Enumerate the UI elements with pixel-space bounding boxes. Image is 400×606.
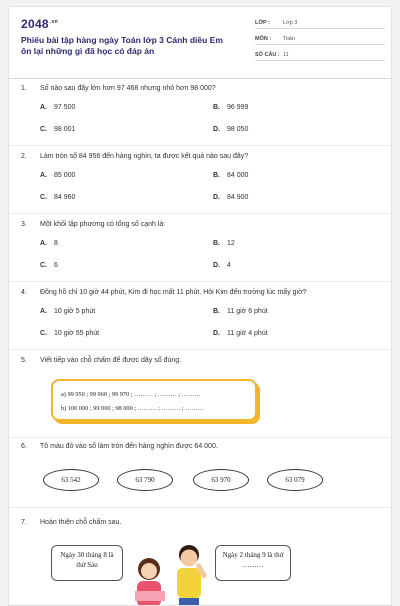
q1-option-d[interactable]: D. 98 050 [213,126,249,133]
q1-option-a[interactable]: A. 97 500 [40,104,76,111]
worksheet-header [9,7,392,79]
meta-subject: MÔN : Toán [255,33,385,45]
speech-bubble-left: Ngày 30 tháng 8 là thứ Sáu [51,545,123,581]
q2-option-b[interactable]: B. 84 000 [213,172,249,179]
cloud-option[interactable]: 63 079 [267,469,323,491]
divider [9,281,392,282]
q4-option-a[interactable]: A. 10 giờ 5 phút [40,308,96,315]
speech-bubble-right: Ngày 2 tháng 9 là thứ ……… [215,545,291,581]
q3-option-b[interactable]: B. 12 [213,240,235,247]
q1-option-c[interactable]: C. 98 001 [40,126,76,133]
divider [9,349,392,350]
worksheet-title: Phiếu bài tập hàng ngày Toán lớp 3 Cánh diều Em ôn lại những gì đã học có đáp án [21,35,223,56]
divider [9,507,392,508]
meta-question-count: SỐ CÂU : 11 [255,49,385,61]
q3-option-a[interactable]: A. 8 [40,240,58,247]
divider [9,437,392,438]
q1-option-b[interactable]: B. 96 999 [213,104,249,111]
q2-option-c[interactable]: C. 84 960 [40,194,76,201]
divider [9,213,392,214]
q2-option-d[interactable]: D. 84 900 [213,194,249,201]
sequence-box [51,379,257,421]
cloud-option[interactable]: 63 542 [43,469,99,491]
q2-option-a[interactable]: A. 85 000 [40,172,76,179]
cloud-option[interactable]: 63 970 [193,469,249,491]
sequence-a: a) 99 950 ; 99 960 ; 99 970 ; ……… ; ……… ; ……… [61,391,201,398]
cloud-option[interactable]: 63 790 [117,469,173,491]
divider [9,145,392,146]
q4-option-d[interactable]: D. 11 giờ 4 phút [213,330,268,337]
q3-option-c[interactable]: C. 6 [40,262,58,269]
worksheet-page: $2048^{.vn}$ Phiếu bài tập hàng ngày Toán lớp 3 Cánh diều Em ôn lại những gì đã học có đáp án LỚP : Lớp 3 MÔN : Toán SỐ CÂU : 11 1. Số nào sau đây lớn hơn 97 468 nhưng nhỏ hơn 98 000? A. 97 500 B. 96 999 C. 98 001 D. 98 050 2. Làm tròn số 84 956 đến hàng nghìn, ta được kết quả nào sau đây? A. 85 000 B. 84 000 C. 84 960 D. 84 900 3. Một khối lập phương có tổng số cạnh là: A. 8 B. 12 C. 6 D. 4 4. Đồng hồ chỉ 10 giờ 44 phút, Kim đi học mất 11 phút. Hỏi Kim đến trường lúc mấy giờ? A. 10 giờ 5 phút B. 11 giờ 6 phút C. 10 giờ 55 phút D. 11 giờ 4 phút 5. Viết tiếp vào chỗ chấm để được dãy số đúng. a) 99 950 ; 99 960 ; 99 970 ; ……… ; ……… ; ……… b) 100 000 ; 99 000 ; 98 000 ; ……… ; ……… ; ……… 6. Tô màu đỏ vào số làm tròn đến hàng nghìn được 64 000. 63 542 63 790 63 970 63 079 7. Hoàn thiện chỗ chấm sau. Ngày 30 tháng 8 là thứ Sáu Ngày 2 tháng 9 là thứ ……… [8,6,392,606]
girl-face [141,563,157,579]
meta-grade: LỚP : Lớp 3 [255,17,385,29]
boy-pants [179,598,199,606]
children-illustration [127,535,217,606]
boy-face [181,550,198,567]
boy-shirt [177,568,201,598]
sequence-b: b) 100 000 ; 99 000 ; 98 000 ; ……… ; ……… ; ……… [61,405,205,412]
q4-option-c[interactable]: C. 10 giờ 55 phút [40,330,100,337]
site-logo[interactable]: $2048^{.vn}$ [21,17,59,31]
q4-option-b[interactable]: B. 11 giờ 6 phút [213,308,268,315]
q3-option-d[interactable]: D. 4 [213,262,231,269]
